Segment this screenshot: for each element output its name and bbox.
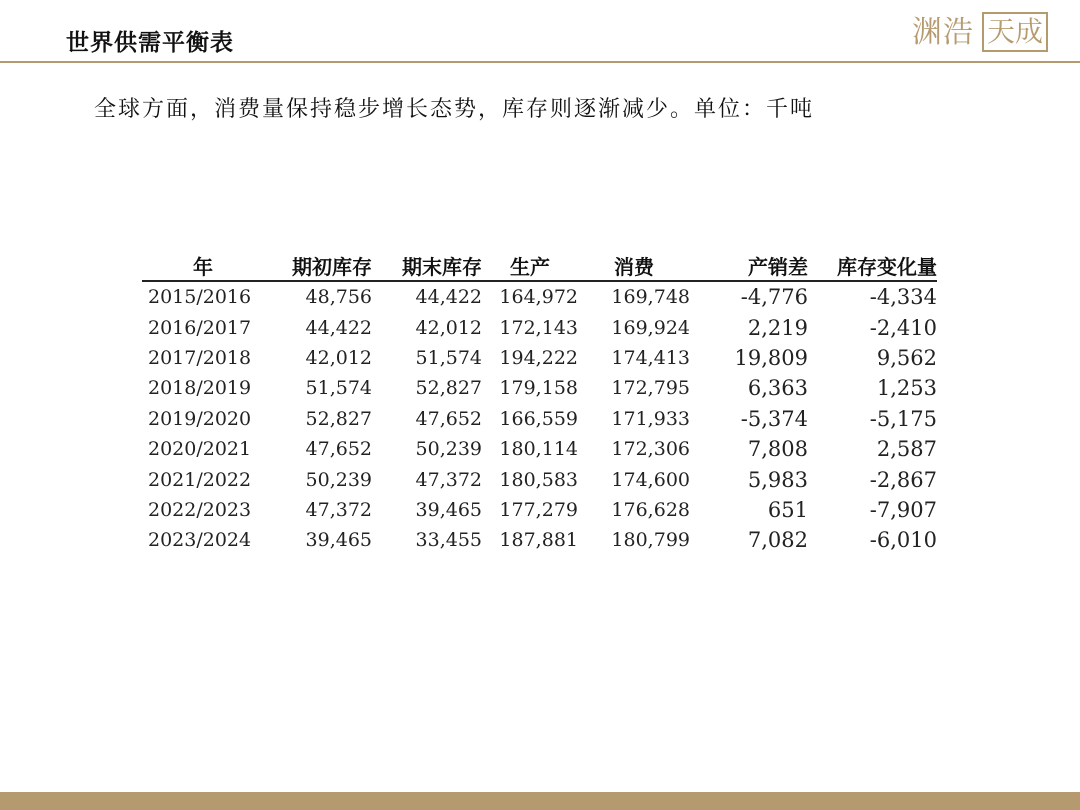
table-body xyxy=(142,281,937,556)
table-cell: 51,574 xyxy=(415,346,482,369)
table-cell: 174,413 xyxy=(611,346,690,369)
table-cell: 42,012 xyxy=(305,346,372,369)
supply-demand-table xyxy=(142,250,937,556)
page-title: 世界供需平衡表 xyxy=(66,29,234,56)
header-divider xyxy=(0,61,1080,63)
table-cell: 177,279 xyxy=(499,498,578,521)
column-header: 期初库存 xyxy=(264,250,372,281)
column-header: 产销差 xyxy=(690,250,808,281)
table-cell: 1,253 xyxy=(876,376,937,401)
header xyxy=(0,0,1080,64)
table-cell: 7,082 xyxy=(747,528,808,553)
table-cell: -6,010 xyxy=(869,528,937,553)
table-cell: 172,306 xyxy=(611,438,690,461)
table-cell: -5,374 xyxy=(740,406,808,431)
year-cell: 2018/2019 xyxy=(148,377,252,400)
table-cell: -4,776 xyxy=(740,285,808,310)
table-cell: 47,372 xyxy=(415,468,482,491)
column-header: 生产 xyxy=(482,250,578,281)
table-cell: 33,455 xyxy=(415,529,482,552)
year-cell: 2019/2020 xyxy=(148,407,252,430)
table-row xyxy=(142,343,937,373)
data-table xyxy=(142,250,937,556)
table-cell: 171,933 xyxy=(611,407,690,430)
table-cell: 47,652 xyxy=(305,438,372,461)
table-cell: 174,600 xyxy=(611,468,690,491)
table-cell: 19,809 xyxy=(734,345,808,370)
year-cell: 2017/2018 xyxy=(148,346,252,369)
table-cell: 47,652 xyxy=(415,407,482,430)
table-row xyxy=(142,434,937,464)
subtitle: 全球方面，消费量保持稳步增长态势，库存则逐渐减少。单位：千吨 xyxy=(94,97,815,122)
table-row xyxy=(142,312,937,342)
table-cell: 48,756 xyxy=(305,286,372,309)
footer-band xyxy=(0,792,1080,810)
table-cell: 50,239 xyxy=(415,438,482,461)
table-cell: 172,795 xyxy=(611,377,690,400)
year-cell: 2023/2024 xyxy=(148,529,252,552)
table-cell: 169,748 xyxy=(611,286,690,309)
year-cell: 2015/2016 xyxy=(148,286,252,309)
table-cell: 187,881 xyxy=(499,529,578,552)
table-cell: 39,465 xyxy=(415,498,482,521)
table-cell: 176,628 xyxy=(611,498,690,521)
table-cell: 180,799 xyxy=(611,529,690,552)
table-row xyxy=(142,404,937,434)
year-cell: 2016/2017 xyxy=(148,316,252,339)
table-cell: 2,219 xyxy=(747,315,808,340)
table-cell: 50,239 xyxy=(305,468,372,491)
table-cell: 39,465 xyxy=(305,529,372,552)
column-header: 消费 xyxy=(578,250,690,281)
table-row xyxy=(142,464,937,494)
table-cell: 2,587 xyxy=(876,437,937,462)
table-row xyxy=(142,281,937,312)
logo-right-text: 天成 xyxy=(982,12,1048,52)
year-cell: 2021/2022 xyxy=(148,468,252,491)
table-cell: 7,808 xyxy=(747,437,808,462)
table-cell: 179,158 xyxy=(499,377,578,400)
table-cell: -5,175 xyxy=(869,406,937,431)
table-cell: -4,334 xyxy=(869,285,937,310)
table-cell: 651 xyxy=(767,497,808,522)
logo-left-text: 渊浩 xyxy=(912,15,974,50)
column-header: 年 xyxy=(142,250,264,281)
table-cell: 42,012 xyxy=(415,316,482,339)
table-cell: 47,372 xyxy=(305,498,372,521)
table-cell: 52,827 xyxy=(415,377,482,400)
column-header: 期末库存 xyxy=(372,250,482,281)
table-header-row xyxy=(142,250,937,281)
table-cell: 5,983 xyxy=(747,467,808,492)
table-cell: -2,867 xyxy=(869,467,937,492)
table-cell: 180,114 xyxy=(499,438,578,461)
table-cell: 172,143 xyxy=(499,316,578,339)
table-cell: 44,422 xyxy=(415,286,482,309)
column-header: 库存变化量 xyxy=(808,250,937,281)
table-cell: -2,410 xyxy=(869,315,937,340)
table-cell: 52,827 xyxy=(305,407,372,430)
table-row xyxy=(142,373,937,403)
table-row xyxy=(142,525,937,555)
table-cell: 166,559 xyxy=(499,407,578,430)
table-cell: 164,972 xyxy=(499,286,578,309)
table-cell: 6,363 xyxy=(747,376,808,401)
table-row xyxy=(142,495,937,525)
table-cell: 9,562 xyxy=(876,345,937,370)
table-cell: -7,907 xyxy=(869,497,937,522)
year-cell: 2022/2023 xyxy=(148,498,252,521)
year-cell: 2020/2021 xyxy=(148,438,252,461)
table-cell: 51,574 xyxy=(305,377,372,400)
table-cell: 180,583 xyxy=(499,468,578,491)
table-cell: 44,422 xyxy=(305,316,372,339)
table-cell: 194,222 xyxy=(499,346,578,369)
logo xyxy=(912,12,1052,56)
table-cell: 169,924 xyxy=(611,316,690,339)
